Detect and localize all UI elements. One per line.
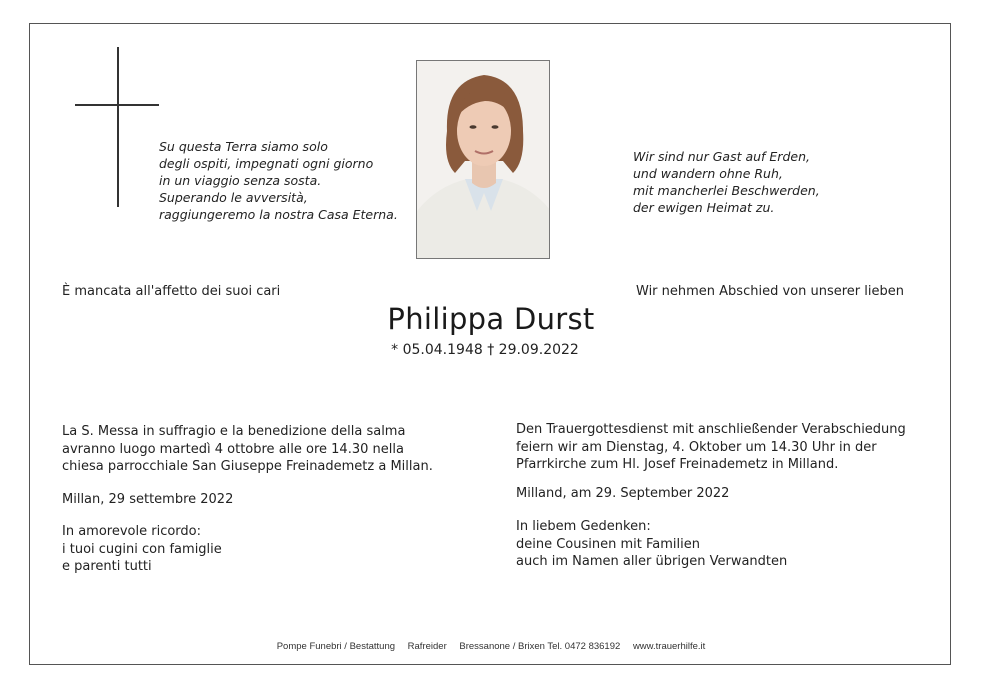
text-line: In liebem Gedenken:: [516, 519, 651, 534]
text-line: chiesa parrocchiale San Giuseppe Freinademetz a Millan.: [62, 459, 433, 474]
text-line: Den Trauergottesdienst mit anschließender Verabschiedung: [516, 422, 906, 437]
verse-german: [633, 148, 820, 216]
text-line: Pfarrkirche zum Hl. Josef Freinademetz in Milland.: [516, 457, 839, 472]
portrait-photo: [416, 60, 550, 259]
text-line: auch im Namen aller übrigen Verwandten: [516, 554, 788, 569]
verse-line: mit mancherlei Beschwerden,: [633, 183, 820, 198]
text-line: feiern wir am Dienstag, 4. Oktober um 14.30 Uhr in der: [516, 439, 877, 455]
footer-contact: Bressanone / Brixen Tel. 0472 836192: [459, 641, 621, 652]
cross-icon-bar: [75, 104, 159, 106]
mass-info-italian: [62, 423, 433, 476]
verse-line: der ewigen Heimat zu.: [633, 200, 775, 215]
life-dates: * 05.04.1948 † 29.09.2022: [391, 342, 579, 358]
deceased-name: Philippa Durst: [387, 302, 595, 336]
place-date-german: Milland, am 29. September 2022: [516, 486, 730, 501]
footer-service: Pompe Funebri / Bestattung: [276, 641, 396, 652]
text-line: In amorevole ricordo:: [62, 524, 201, 539]
footer-website[interactable]: www.trauerhilfe.it: [632, 641, 706, 652]
mass-info-german: [516, 421, 906, 474]
verse-line: und wandern ohne Ruh,: [633, 166, 783, 181]
intro-german: Wir nehmen Abschied von unserer lieben: [636, 284, 904, 299]
funeral-home-footer: [0, 641, 982, 652]
intro-italian: È mancata all'affetto dei suoi cari: [62, 284, 281, 299]
memory-german: [516, 518, 787, 571]
text-line: avranno luogo martedì 4 ottobre alle ore 14.30 nella: [62, 441, 404, 457]
text-line: deine Cousinen mit Familien: [516, 536, 700, 552]
memory-italian: [62, 523, 222, 576]
verse-line: in un viaggio senza sosta.: [159, 173, 322, 188]
text-line: i tuoi cugini con famiglie: [62, 541, 222, 557]
cross-icon: [117, 47, 119, 207]
place-date-italian: Millan, 29 settembre 2022: [62, 492, 234, 507]
verse-line: degli ospiti, impegnati ogni giorno: [159, 156, 374, 171]
verse-line: Wir sind nur Gast auf Erden,: [633, 149, 810, 164]
verse-line: Superando le avversità,: [159, 190, 308, 205]
verse-line: Su questa Terra siamo solo: [159, 139, 328, 154]
text-line: La S. Messa in suffragio e la benedizione della salma: [62, 424, 406, 439]
verse-italian: [159, 138, 398, 223]
text-line: e parenti tutti: [62, 559, 152, 574]
verse-line: raggiungeremo la nostra Casa Eterna.: [159, 207, 398, 222]
footer-company: Rafreider: [407, 641, 447, 652]
